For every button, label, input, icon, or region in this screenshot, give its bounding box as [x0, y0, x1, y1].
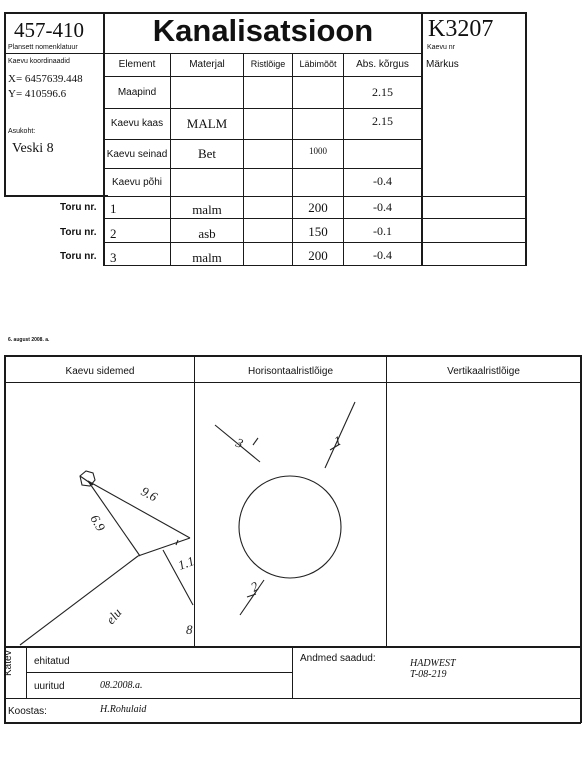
pipe-number: 2 — [110, 226, 117, 241]
row-label: Kaevu põhi — [111, 177, 163, 188]
pipe-material: malm — [192, 250, 222, 265]
coord-x: X= 6457639.448 — [8, 73, 83, 85]
date-note: 6. august 2008. a. — [8, 337, 50, 343]
col-header-element: Element — [118, 59, 156, 70]
row-label: Kaevu seinad — [106, 149, 168, 160]
pipe-material: asb — [198, 226, 216, 241]
well-label: Kaevu nr — [427, 44, 456, 51]
row-height: 2.15 — [372, 85, 393, 99]
well-circle — [239, 476, 341, 578]
well-number: K3207 — [428, 16, 494, 42]
pipe-height: -0.4 — [373, 248, 392, 262]
col-header-cross: Ristlõige — [250, 59, 286, 69]
mark-8: 8 — [186, 622, 193, 637]
row-label: Kaevu kaas — [110, 118, 164, 129]
coords-label: Kaevu koordinaadid — [8, 58, 70, 65]
mark-1-1: 1.1 — [175, 553, 197, 573]
page-title: Kanalisatsioon — [152, 13, 374, 48]
pipe-diameter: 200 — [308, 248, 328, 263]
row-label: Maapind — [117, 87, 157, 98]
pipe-diameter: 200 — [308, 200, 328, 215]
side-label: Katev — [3, 650, 14, 676]
location-value: Veski 8 — [12, 141, 54, 156]
coord-y: Y= 410596.6 — [8, 88, 67, 100]
author-value: H.Rohulaid — [100, 704, 147, 715]
surveyed-label: uuritud — [34, 681, 65, 692]
pipe-number: 3 — [110, 250, 117, 265]
pipe-mark-2: 2 — [248, 578, 262, 595]
row-material: Bet — [197, 146, 217, 161]
sketch-header-vertical: Vertikaalristlõige — [447, 366, 520, 377]
row-material: MALM — [186, 116, 228, 131]
pipe-label: Toru nr. — [60, 251, 97, 262]
mark-6-9: 6.9 — [87, 512, 109, 534]
col-header-height: Abs. kõrgus — [356, 59, 409, 70]
surveyed-value: 08.2008.a. — [100, 680, 143, 691]
sketch-header-links: Kaevu sidemed — [65, 366, 135, 377]
data-source-label: Andmed saadud: — [300, 653, 376, 664]
sheet-number: 457-410 — [14, 18, 84, 42]
data-source-value-2: T-08-219 — [410, 669, 447, 680]
pipe-label: Toru nr. — [60, 227, 97, 238]
pipe-mark-1: 1 — [331, 432, 344, 449]
mark-elu: elu — [102, 605, 125, 627]
col-header-diameter: Läbimõõt — [299, 59, 337, 69]
sketch-header-horizontal: Horisontaalristlõige — [247, 366, 334, 377]
mark-9-6: 9.6 — [138, 483, 160, 505]
author-label: Koostas: — [8, 706, 47, 717]
col-header-note: Märkus — [426, 59, 459, 70]
pipe-number: 1 — [110, 201, 117, 216]
row-height: 2.15 — [372, 114, 393, 128]
pipe-label: Toru nr. — [60, 202, 97, 213]
row-diameter: 1000 — [309, 146, 327, 156]
built-label: ehitatud — [34, 656, 70, 667]
row-height: -0.4 — [373, 174, 392, 188]
data-source-value-1: HADWEST — [410, 658, 456, 669]
pipe-height: -0.1 — [373, 224, 392, 238]
sheet-label: Plansett nomenklatuur — [8, 44, 78, 51]
pipe-height: -0.4 — [373, 200, 392, 214]
pipe-mark-3: 3 — [233, 434, 246, 452]
col-header-material: Materjal — [189, 59, 225, 70]
pipe-material: malm — [192, 202, 222, 217]
pipe-diameter: 150 — [308, 224, 328, 239]
location-label: Asukoht: — [8, 128, 36, 135]
